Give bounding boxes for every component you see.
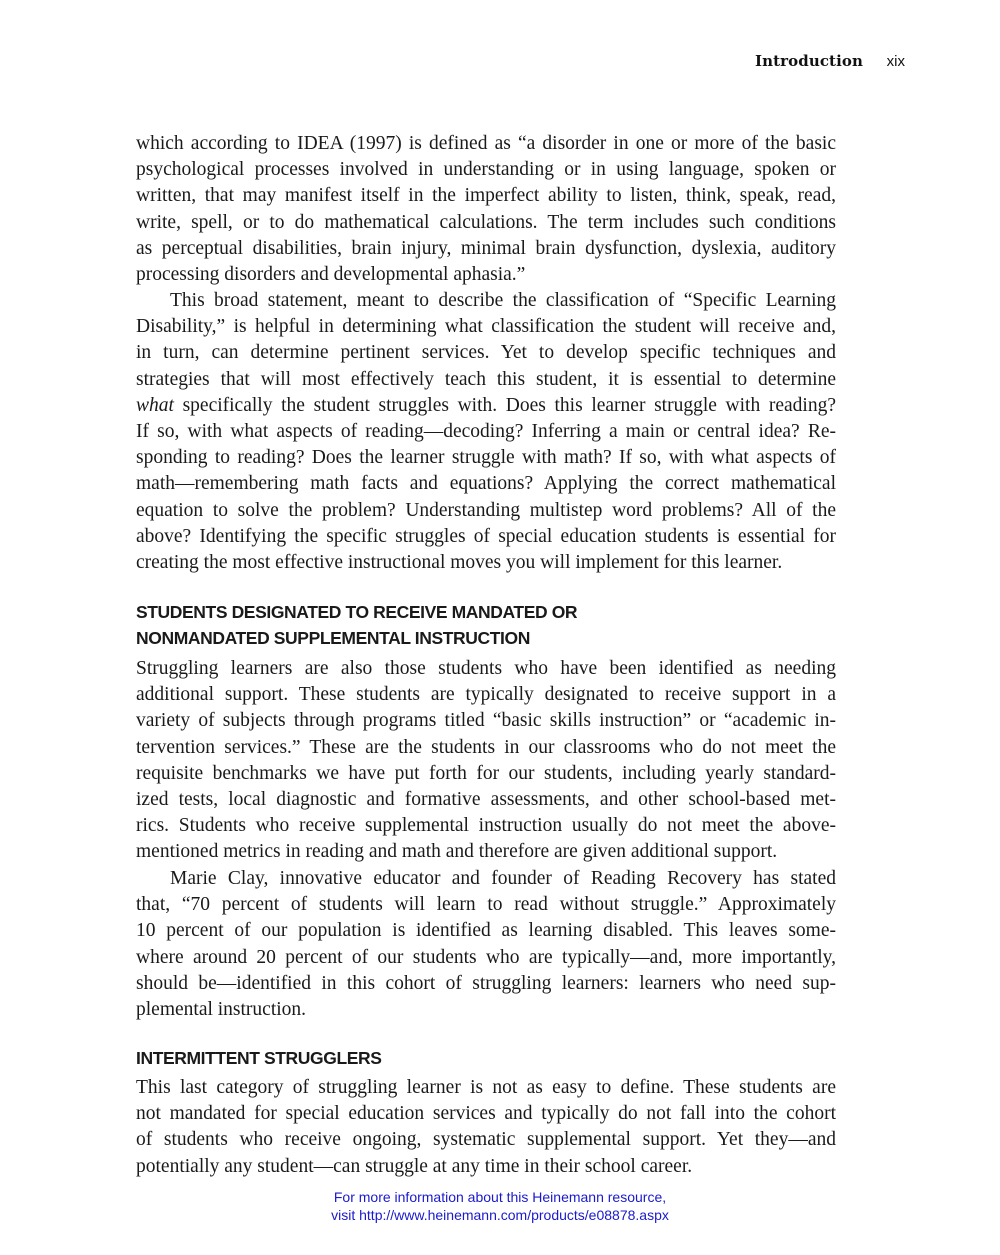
running-head <box>700 52 905 74</box>
text-line: of students who receive ongoing, systematic supplemental support. Yet they—and <box>136 1129 836 1151</box>
text-line: not mandated for special education services and typically do not fall into the cohort <box>136 1103 836 1125</box>
paragraph-idea-definition <box>136 131 836 288</box>
section-heading-line: STUDENTS DESIGNATED TO RECEIVE MANDATED OR <box>136 602 578 622</box>
text-line: variety of subjects through programs titled “basic skills instruction” or “academic in- <box>136 710 836 732</box>
paragraph-marie-clay <box>136 866 836 1023</box>
paragraph-broad-statement <box>136 288 836 576</box>
text-line: If so, with what aspects of reading—decoding? Inferring a main or central idea? Re- <box>136 420 836 442</box>
text-line <box>136 393 836 419</box>
text-line: that, “70 percent of students will learn to read without struggle.” Approximately <box>136 894 836 916</box>
text-line: Marie Clay, innovative educator and founder of Reading Recovery has stated <box>170 868 836 889</box>
text-line: psychological processes involved in understanding or in using language, spoken or <box>136 159 836 181</box>
paragraph-intermittent-strugglers <box>136 1075 836 1180</box>
publisher-footer-note <box>250 1188 750 1224</box>
italic-emphasis: what <box>136 394 174 416</box>
section-heading-line: INTERMITTENT STRUGGLERS <box>136 1048 382 1068</box>
text-line: above? Identifying the specific struggles of special education students is essential for <box>136 525 836 547</box>
page-number: xix <box>886 53 905 70</box>
text-line: mentioned metrics in reading and math and therefore are given additional support. <box>136 841 778 863</box>
text-line: sponding to reading? Does the learner struggle with math? If so, with what aspects of <box>136 447 836 469</box>
text-line: math—remembering math facts and equations? Applying the correct mathematical <box>136 473 836 495</box>
section-heading-intermittent <box>136 1045 836 1071</box>
text-line: tervention services.” These are the students in our classrooms who do not meet the <box>136 736 836 758</box>
text-line: written, that may manifest itself in the imperfect ability to listen, think, speak, read, <box>136 185 836 207</box>
text-line: rics. Students who receive supplemental instruction usually do not meet the above- <box>136 815 836 837</box>
text-line-rest: specifically the student struggles with. Does this learner struggle with reading? <box>173 394 836 416</box>
text-line: where around 20 percent of our students who are typically—and, more importantly, <box>136 946 836 968</box>
text-line: should be—identified in this cohort of struggling learners: learners who need sup- <box>136 972 836 994</box>
text-line: plemental instruction. <box>136 998 307 1020</box>
text-line: processing disorders and developmental aphasia.” <box>136 263 526 285</box>
text-line: potentially any student—can struggle at any time in their school career. <box>136 1155 693 1177</box>
text-line: additional support. These students are typically designated to receive support in a <box>136 684 836 706</box>
text-line: Disability,” is helpful in determining what classification the student will receive and, <box>136 316 836 338</box>
text-line: equation to solve the problem? Understanding multistep word problems? All of the <box>136 499 836 521</box>
section-heading-mandated <box>136 599 836 651</box>
text-line: creating the most effective instructional moves you will implement for this learner. <box>136 551 783 573</box>
text-line: requisite benchmarks we have put forth for our students, including yearly standard- <box>136 762 836 784</box>
section-heading-line: NONMANDATED SUPPLEMENTAL INSTRUCTION <box>136 628 530 648</box>
text-line: in turn, can determine pertinent services. Yet to develop specific techniques and <box>136 342 836 364</box>
text-line: as perceptual disabilities, brain injury, minimal brain dysfunction, dyslexia, auditory <box>136 237 836 259</box>
text-line: write, spell, or to do mathematical calculations. The term includes such conditions <box>136 211 836 233</box>
running-head-section-title: Introduction <box>754 52 863 70</box>
text-line: ized tests, local diagnostic and formative assessments, and other school-based met- <box>136 788 836 810</box>
text-line: strategies that will most effectively teach this student, it is essential to determine <box>136 368 836 390</box>
text-line: This last category of struggling learner is not as easy to define. These students are <box>136 1077 836 1098</box>
text-line: which according to IDEA (1997) is defined as “a disorder in one or more of the basic <box>136 133 836 154</box>
footer-line: For more information about this Heinemann resource, <box>333 1189 667 1205</box>
text-line: This broad statement, meant to describe the classification of “Specific Learning <box>170 290 836 311</box>
text-line: Struggling learners are also those students who have been identified as needing <box>136 658 836 679</box>
text-line: 10 percent of our population is identified as learning disabled. This leaves some- <box>136 920 836 942</box>
footer-link[interactable]: visit http://www.heinemann.com/products/e08878.aspx <box>331 1207 669 1223</box>
paragraph-struggling-learners <box>136 656 836 866</box>
